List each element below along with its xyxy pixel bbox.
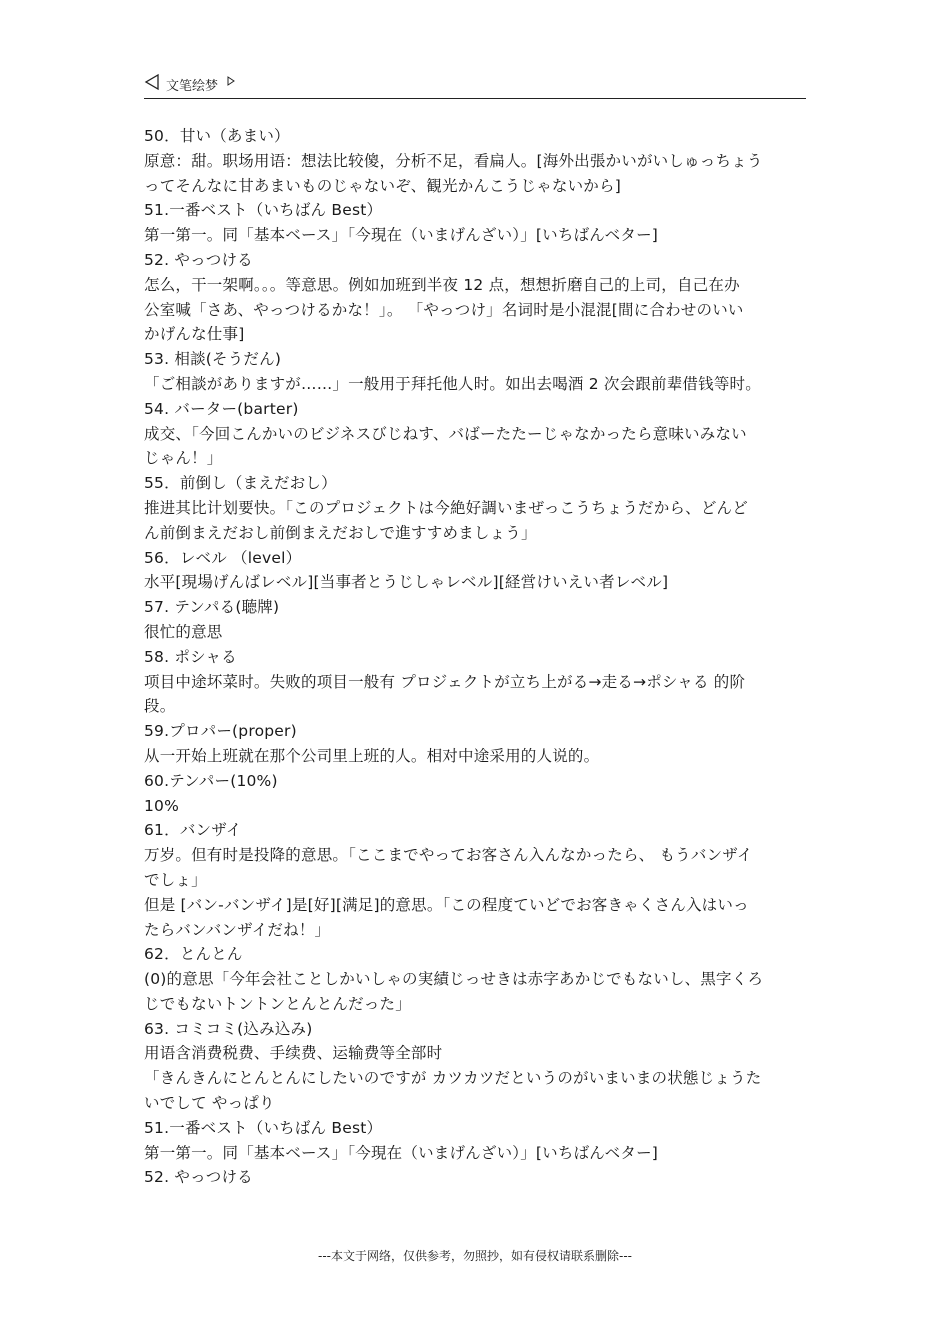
text-line: ってそんなに甘あまいものじゃないぞ、観光かんこうじゃないから] (144, 176, 621, 195)
text-line: 52. やっつける (144, 250, 253, 269)
text-line: 50．甘い（あまい） (144, 127, 290, 145)
text-line: 53. 相談(そうだん) (144, 350, 282, 369)
text-line: 第一第一。同「基本ベース」「今現在（いまげんざい）」[いちばんベター] (144, 226, 659, 245)
text-line: 51.一番ベスト（いちばん Best） (144, 1118, 383, 1137)
text-line: 段。 (144, 697, 176, 716)
triangle-right-icon (226, 76, 236, 86)
text-line: 60.テンパー(10%) (144, 771, 278, 790)
text-line: たらバンバンザイだね！」 (144, 920, 331, 939)
text-line: 52. やっつける (144, 1168, 253, 1187)
text-line: 56．レベル （level） (144, 548, 302, 567)
text-line: かげんな仕事] (144, 325, 245, 344)
text-line: 63. コミコミ(込み込み) (144, 1019, 313, 1038)
header-row (144, 72, 236, 96)
text-line: 54. バーター(barter) (144, 399, 299, 418)
text-line: でしょ」 (144, 870, 207, 889)
text-line: 推进其比计划要快。「このプロジェクトは今絶好調いまぜっこうちょうだから、どんど (144, 498, 748, 517)
header-title: 文笔绘梦 (166, 78, 219, 94)
text-line: 万岁。但有时是投降的意思。「ここまでやってお客さん入んなかったら、 もうバンザイ (144, 846, 753, 865)
text-line: 水平[現場げんばレベル][当事者とうじしゃレベル][経営けいえい者レベル] (144, 573, 669, 592)
text-line: 但是 [バン-バンザイ]是[好][满足]的意思。「この程度ていどでお客きゃくさん入はいっ (144, 895, 749, 914)
text-line: 怎么，干一架啊。。。等意思。例如加班到半夜 12 点，想想折磨自己的上司，自己在办 (144, 275, 740, 294)
text-line: (0)的意思「今年会社ことしかいしゃの実績じっせきは赤字あかじでもないし、黒字くろ (144, 970, 764, 989)
document-body (144, 124, 806, 1190)
text-line: 61．バンザイ (144, 821, 242, 840)
text-line: いでして やっぱり (144, 1094, 275, 1113)
text-line: 62．とんとん (144, 945, 243, 964)
text-line: 很忙的意思 (144, 622, 223, 641)
text-line: 「きんきんにとんとんにしたいのですが カツカツだというのがいまいまの状態じょうた (144, 1069, 762, 1088)
text-line: 58. ポシャる (144, 647, 237, 666)
text-line: 原意：甜。职场用语：想法比较傻，分析不足，看扁人。[海外出張かいがいしゅっちょう (144, 151, 763, 170)
text-line: 10% (144, 796, 180, 815)
text-line: 成交、「今回こんかいのビジネスびじねす、バばーたたーじゃなかったら意味いみない (144, 424, 747, 443)
triangle-left-icon (144, 73, 160, 95)
page-header (144, 72, 806, 99)
footer-disclaimer: ---本文于网络，仅供参考，勿照抄，如有侵权请联系删除--- (318, 1249, 632, 1263)
text-line: 用语含消费税费、手续费、运输费等全部时 (144, 1044, 443, 1063)
text-line: 项目中途坏菜时。失败的项目一般有 プロジェクトが立ち上がる→走る→ポシャる 的阶 (144, 672, 746, 691)
text-line: 51.一番ベスト（いちばん Best） (144, 201, 383, 220)
text-line: 57. テンパる(聴牌) (144, 598, 280, 617)
text-line: 从一开始上班就在那个公司里上班的人。相对中途采用的人说的。 (144, 746, 600, 765)
text-line: ん前倒まえだおし前倒まえだおしで進すすめましょう」 (144, 523, 537, 542)
text-line: 55．前倒し（まえだおし） (144, 474, 337, 493)
text-line: 「ご相談がありますが……」一般用于拜托他人时。如出去喝酒 2 次会跟前辈借钱等时。 (144, 374, 761, 393)
text-line: 第一第一。同「基本ベース」「今現在（いまげんざい）」[いちばんベター] (144, 1143, 659, 1162)
text-line: 59.プロパー(proper) (144, 722, 297, 741)
text-line: 公室喊「さあ、やっつけるかな！」。 「やっつけ」名词时是小混混[間に合わせのいい (144, 300, 744, 319)
text-line: じでもないトントンとんとんだった」 (144, 994, 411, 1013)
text-line: じゃん！」 (144, 449, 223, 468)
